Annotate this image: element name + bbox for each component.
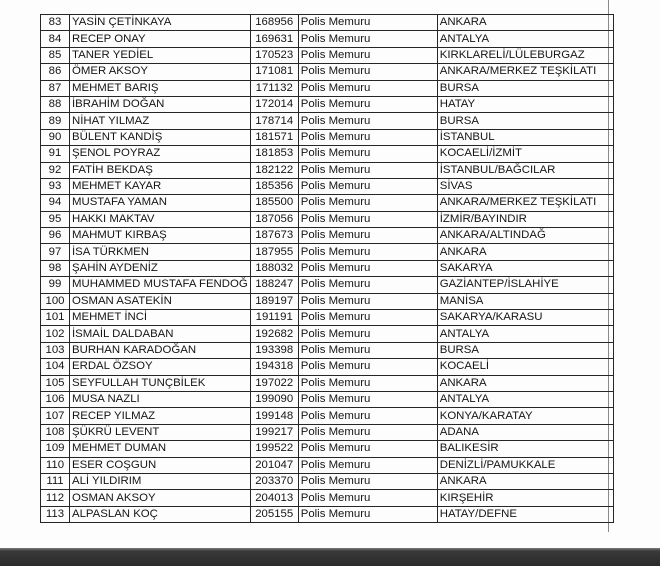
city-location-cell: KOCAELİ/İZMİT: [437, 146, 613, 162]
row-number-cell: 95: [41, 211, 70, 227]
table-row: [41, 441, 614, 457]
table-row: [41, 178, 614, 194]
row-number-cell: 89: [41, 113, 70, 129]
row-number-cell: 108: [41, 424, 70, 440]
full-name-cell: OSMAN ASATEKİN: [70, 293, 251, 309]
table-row: [41, 162, 614, 178]
row-number-cell: 84: [41, 31, 70, 47]
row-number-cell: 101: [41, 310, 70, 326]
rank-title-cell: Polis Memuru: [298, 244, 437, 260]
table-row: [41, 80, 614, 96]
rank-title-cell: Polis Memuru: [298, 178, 437, 194]
city-location-cell: KIRKLARELİ/LÜLEBURGAZ: [437, 47, 613, 63]
full-name-cell: RECEP YILMAZ: [70, 408, 251, 424]
full-name-cell: ESER COŞGUN: [70, 457, 251, 473]
rank-title-cell: Polis Memuru: [298, 162, 437, 178]
registry-number-cell: 191191: [250, 310, 298, 326]
table-row: [41, 15, 614, 31]
table-row: [41, 31, 614, 47]
city-location-cell: ANKARA: [437, 375, 613, 391]
registry-number-cell: 197022: [250, 375, 298, 391]
rank-title-cell: Polis Memuru: [298, 424, 437, 440]
row-number-cell: 110: [41, 457, 70, 473]
full-name-cell: ŞAHİN AYDENİZ: [70, 260, 251, 276]
rank-title-cell: Polis Memuru: [298, 359, 437, 375]
registry-number-cell: 181853: [250, 146, 298, 162]
row-number-cell: 90: [41, 129, 70, 145]
registry-number-cell: 201047: [250, 457, 298, 473]
registry-number-cell: 199148: [250, 408, 298, 424]
city-location-cell: KOCAELİ: [437, 359, 613, 375]
rank-title-cell: Polis Memuru: [298, 490, 437, 506]
rank-title-cell: Polis Memuru: [298, 64, 437, 80]
rank-title-cell: Polis Memuru: [298, 47, 437, 63]
registry-number-cell: 181571: [250, 129, 298, 145]
page-bottom-shadow: [0, 548, 660, 566]
city-location-cell: ANKARA/ALTINDAĞ: [437, 228, 613, 244]
city-location-cell: İZMİR/BAYINDIR: [437, 211, 613, 227]
row-number-cell: 105: [41, 375, 70, 391]
registry-number-cell: 205155: [250, 506, 298, 522]
row-number-cell: 88: [41, 96, 70, 112]
city-location-cell: ANTALYA: [437, 326, 613, 342]
registry-number-cell: 169631: [250, 31, 298, 47]
table-row: [41, 408, 614, 424]
city-location-cell: SİVAS: [437, 178, 613, 194]
full-name-cell: BURHAN KARADOĞAN: [70, 342, 251, 358]
row-number-cell: 109: [41, 441, 70, 457]
registry-number-cell: 194318: [250, 359, 298, 375]
row-number-cell: 85: [41, 47, 70, 63]
full-name-cell: MAHMUT KIRBAŞ: [70, 228, 251, 244]
row-number-cell: 100: [41, 293, 70, 309]
city-location-cell: İSTANBUL/BAĞCILAR: [437, 162, 613, 178]
rank-title-cell: Polis Memuru: [298, 277, 437, 293]
registry-number-cell: 185356: [250, 178, 298, 194]
rank-title-cell: Polis Memuru: [298, 228, 437, 244]
table-row: [41, 506, 614, 522]
full-name-cell: RECEP ONAY: [70, 31, 251, 47]
full-name-cell: ŞÜKRÜ LEVENT: [70, 424, 251, 440]
city-location-cell: ANKARA: [437, 244, 613, 260]
registry-number-cell: 185500: [250, 195, 298, 211]
rank-title-cell: Polis Memuru: [298, 211, 437, 227]
city-location-cell: KIRŞEHİR: [437, 490, 613, 506]
registry-number-cell: 170523: [250, 47, 298, 63]
city-location-cell: BURSA: [437, 342, 613, 358]
rank-title-cell: Polis Memuru: [298, 391, 437, 407]
rank-title-cell: Polis Memuru: [298, 195, 437, 211]
registry-number-cell: 187056: [250, 211, 298, 227]
full-name-cell: MUHAMMED MUSTAFA FENDOĞ: [70, 277, 251, 293]
registry-number-cell: 171081: [250, 64, 298, 80]
full-name-cell: YASİN ÇETİNKAYA: [70, 15, 251, 31]
city-location-cell: HATAY: [437, 96, 613, 112]
full-name-cell: TANER YEDİEL: [70, 47, 251, 63]
row-number-cell: 98: [41, 260, 70, 276]
rank-title-cell: Polis Memuru: [298, 96, 437, 112]
row-number-cell: 106: [41, 391, 70, 407]
full-name-cell: MUSA NAZLI: [70, 391, 251, 407]
registry-number-cell: 199090: [250, 391, 298, 407]
rank-title-cell: Polis Memuru: [298, 15, 437, 31]
full-name-cell: SEYFULLAH TUNÇBİLEK: [70, 375, 251, 391]
full-name-cell: NİHAT YILMAZ: [70, 113, 251, 129]
table-row: [41, 277, 614, 293]
city-location-cell: BALIKESİR: [437, 441, 613, 457]
table-row: [41, 195, 614, 211]
full-name-cell: ERDAL ÖZSOY: [70, 359, 251, 375]
row-number-cell: 86: [41, 64, 70, 80]
rank-title-cell: Polis Memuru: [298, 293, 437, 309]
table-row: [41, 359, 614, 375]
table-row: [41, 457, 614, 473]
table-row: [41, 342, 614, 358]
registry-number-cell: 172014: [250, 96, 298, 112]
full-name-cell: MEHMET BARIŞ: [70, 80, 251, 96]
city-location-cell: GAZİANTEP/İSLAHİYE: [437, 277, 613, 293]
city-location-cell: SAKARYA/KARASU: [437, 310, 613, 326]
rank-title-cell: Polis Memuru: [298, 342, 437, 358]
table-row: [41, 47, 614, 63]
table-row: [41, 424, 614, 440]
rank-title-cell: Polis Memuru: [298, 457, 437, 473]
registry-number-cell: 203370: [250, 473, 298, 489]
registry-number-cell: 178714: [250, 113, 298, 129]
rank-title-cell: Polis Memuru: [298, 326, 437, 342]
row-number-cell: 111: [41, 473, 70, 489]
rank-title-cell: Polis Memuru: [298, 506, 437, 522]
city-location-cell: ANKARA/MERKEZ TEŞKİLATI: [437, 64, 613, 80]
registry-number-cell: 189197: [250, 293, 298, 309]
city-location-cell: BURSA: [437, 80, 613, 96]
full-name-cell: İSA TÜRKMEN: [70, 244, 251, 260]
registry-number-cell: 193398: [250, 342, 298, 358]
row-number-cell: 113: [41, 506, 70, 522]
table-row: [41, 129, 614, 145]
row-number-cell: 92: [41, 162, 70, 178]
registry-number-cell: 187955: [250, 244, 298, 260]
city-location-cell: SAKARYA: [437, 260, 613, 276]
row-number-cell: 91: [41, 146, 70, 162]
full-name-cell: ALİ YILDIRIM: [70, 473, 251, 489]
row-number-cell: 96: [41, 228, 70, 244]
table-row: [41, 310, 614, 326]
city-location-cell: ANKARA/MERKEZ TEŞKİLATI: [437, 195, 613, 211]
city-location-cell: MANİSA: [437, 293, 613, 309]
table-row: [41, 211, 614, 227]
row-number-cell: 97: [41, 244, 70, 260]
table-row: [41, 326, 614, 342]
row-number-cell: 102: [41, 326, 70, 342]
full-name-cell: MEHMET KAYAR: [70, 178, 251, 194]
personnel-table-body: [41, 15, 614, 523]
full-name-cell: MEHMET DUMAN: [70, 441, 251, 457]
row-number-cell: 107: [41, 408, 70, 424]
row-number-cell: 103: [41, 342, 70, 358]
table-row: [41, 228, 614, 244]
rank-title-cell: Polis Memuru: [298, 375, 437, 391]
full-name-cell: BÜLENT KANDİŞ: [70, 129, 251, 145]
registry-number-cell: 187673: [250, 228, 298, 244]
table-row: [41, 490, 614, 506]
row-number-cell: 94: [41, 195, 70, 211]
registry-number-cell: 199522: [250, 441, 298, 457]
table-row: [41, 96, 614, 112]
full-name-cell: ÖMER AKSOY: [70, 64, 251, 80]
registry-number-cell: 199217: [250, 424, 298, 440]
rank-title-cell: Polis Memuru: [298, 129, 437, 145]
row-number-cell: 112: [41, 490, 70, 506]
registry-number-cell: 188032: [250, 260, 298, 276]
table-row: [41, 473, 614, 489]
city-location-cell: ANTALYA: [437, 31, 613, 47]
rank-title-cell: Polis Memuru: [298, 146, 437, 162]
registry-number-cell: 171132: [250, 80, 298, 96]
table-row: [41, 113, 614, 129]
city-location-cell: HATAY/DEFNE: [437, 506, 613, 522]
row-number-cell: 83: [41, 15, 70, 31]
personnel-table: [40, 14, 614, 523]
row-number-cell: 87: [41, 80, 70, 96]
full-name-cell: HAKKI MAKTAV: [70, 211, 251, 227]
city-location-cell: BURSA: [437, 113, 613, 129]
rank-title-cell: Polis Memuru: [298, 310, 437, 326]
full-name-cell: İBRAHİM DOĞAN: [70, 96, 251, 112]
registry-number-cell: 192682: [250, 326, 298, 342]
rank-title-cell: Polis Memuru: [298, 473, 437, 489]
row-number-cell: 104: [41, 359, 70, 375]
city-location-cell: ANKARA: [437, 15, 613, 31]
city-location-cell: İSTANBUL: [437, 129, 613, 145]
city-location-cell: ANKARA: [437, 473, 613, 489]
table-row: [41, 244, 614, 260]
full-name-cell: FATİH BEKDAŞ: [70, 162, 251, 178]
registry-number-cell: 168956: [250, 15, 298, 31]
rank-title-cell: Polis Memuru: [298, 260, 437, 276]
table-row: [41, 260, 614, 276]
city-location-cell: KONYA/KARATAY: [437, 408, 613, 424]
city-location-cell: ADANA: [437, 424, 613, 440]
table-row: [41, 391, 614, 407]
rank-title-cell: Polis Memuru: [298, 31, 437, 47]
table-row: [41, 146, 614, 162]
full-name-cell: MEHMET İNCİ: [70, 310, 251, 326]
city-location-cell: DENİZLİ/PAMUKKALE: [437, 457, 613, 473]
full-name-cell: İSMAİL DALDABAN: [70, 326, 251, 342]
full-name-cell: OSMAN AKSOY: [70, 490, 251, 506]
full-name-cell: MUSTAFA YAMAN: [70, 195, 251, 211]
registry-number-cell: 188247: [250, 277, 298, 293]
table-row: [41, 375, 614, 391]
registry-number-cell: 204013: [250, 490, 298, 506]
table-row: [41, 293, 614, 309]
table-row: [41, 64, 614, 80]
rank-title-cell: Polis Memuru: [298, 441, 437, 457]
rank-title-cell: Polis Memuru: [298, 80, 437, 96]
row-number-cell: 99: [41, 277, 70, 293]
rank-title-cell: Polis Memuru: [298, 113, 437, 129]
registry-number-cell: 182122: [250, 162, 298, 178]
rank-title-cell: Polis Memuru: [298, 408, 437, 424]
city-location-cell: ANTALYA: [437, 391, 613, 407]
full-name-cell: ALPASLAN KOÇ: [70, 506, 251, 522]
row-number-cell: 93: [41, 178, 70, 194]
full-name-cell: ŞENOL POYRAZ: [70, 146, 251, 162]
